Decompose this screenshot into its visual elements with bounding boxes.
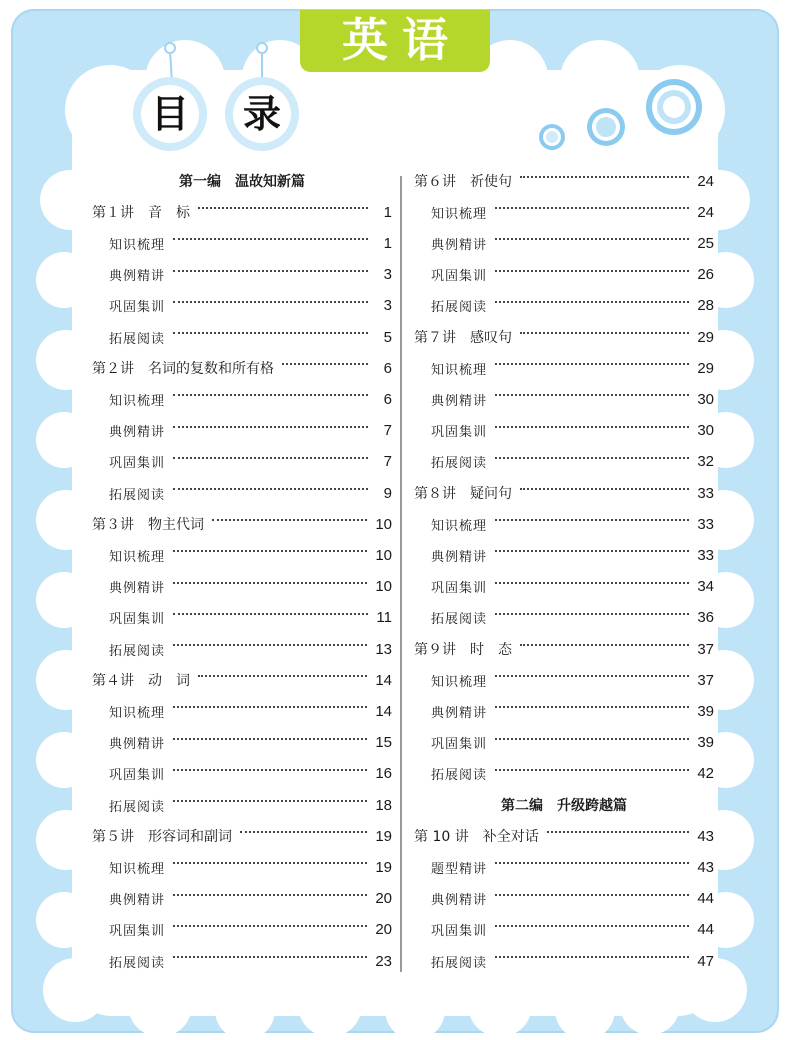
dot-leader bbox=[173, 769, 367, 771]
page-number: 30 bbox=[697, 390, 714, 408]
toc-entry-label: 第一编 温故知新篇 bbox=[179, 174, 305, 190]
dot-leader bbox=[495, 894, 689, 896]
page-number: 32 bbox=[697, 453, 714, 471]
toc-subentry[interactable] bbox=[92, 794, 392, 816]
dot-leader bbox=[173, 894, 367, 896]
toc-entry-label: 巩固集训 bbox=[431, 269, 488, 285]
toc-entry-label: 知识梳理 bbox=[431, 362, 488, 378]
toc-subentry[interactable] bbox=[414, 888, 714, 910]
toc-entry-label: 知识梳理 bbox=[431, 518, 488, 534]
toc-subentry[interactable] bbox=[414, 856, 714, 878]
dot-leader bbox=[173, 394, 368, 396]
toc-entry-label: 第２讲 名词的复数和所有格 bbox=[92, 361, 274, 378]
toc-entry-label: 第３讲 物主代词 bbox=[92, 517, 204, 534]
page-number: 9 bbox=[383, 484, 392, 502]
page-number: 3 bbox=[383, 297, 392, 315]
dot-leader bbox=[173, 301, 368, 303]
toc-subentry[interactable] bbox=[414, 451, 714, 473]
toc-entry-label: 典例精讲 bbox=[431, 705, 488, 721]
page-number: 19 bbox=[375, 827, 392, 845]
dot-leader bbox=[495, 925, 689, 927]
toc-entry-label: 拓展阅读 bbox=[431, 300, 488, 316]
toc-subentry[interactable] bbox=[92, 856, 392, 878]
toc-entry-label: 拓展阅读 bbox=[431, 768, 488, 784]
toc-entry-label: 典例精讲 bbox=[431, 237, 488, 253]
page-number: 33 bbox=[697, 484, 714, 502]
toc-lesson-entry[interactable] bbox=[92, 201, 392, 223]
dot-leader bbox=[173, 582, 367, 584]
page-number: 10 bbox=[375, 546, 392, 564]
toc-entry-label: 巩固集训 bbox=[431, 425, 488, 441]
page-number: 25 bbox=[697, 234, 714, 252]
page-number: 10 bbox=[375, 578, 392, 596]
page-number: 43 bbox=[697, 858, 714, 876]
page-number: 11 bbox=[376, 609, 392, 627]
dot-leader bbox=[495, 301, 689, 303]
toc-subentry[interactable] bbox=[92, 638, 392, 660]
page-number: 14 bbox=[375, 702, 392, 720]
dot-leader bbox=[495, 519, 689, 521]
dot-leader bbox=[198, 675, 367, 677]
dot-leader bbox=[173, 550, 367, 552]
page-number: 42 bbox=[697, 765, 714, 783]
toc-subentry[interactable] bbox=[414, 232, 714, 254]
toc-part-heading bbox=[414, 794, 714, 816]
toc-entry-label: 知识梳理 bbox=[109, 237, 166, 253]
toc-entry-label: 第４讲 动 词 bbox=[92, 673, 190, 690]
toc-subentry[interactable] bbox=[414, 264, 714, 286]
page-number: 39 bbox=[697, 734, 714, 752]
page-number: 37 bbox=[697, 640, 714, 658]
toc-entry-label: 拓展阅读 bbox=[109, 331, 166, 347]
page-number: 18 bbox=[375, 796, 392, 814]
dot-leader bbox=[173, 488, 368, 490]
toc-entry-label: 典例精讲 bbox=[109, 581, 166, 597]
dot-leader bbox=[495, 238, 689, 240]
dot-leader bbox=[520, 176, 689, 178]
page-number: 43 bbox=[697, 827, 714, 845]
toc-subentry[interactable] bbox=[92, 326, 392, 348]
toc-title-char-1: 目 bbox=[150, 92, 189, 136]
toc-subentry[interactable] bbox=[414, 607, 714, 629]
subject-tab-label: 英语 bbox=[342, 13, 462, 67]
toc-entry-label: 第６讲 祈使句 bbox=[414, 174, 512, 190]
page-number: 7 bbox=[383, 422, 392, 440]
page-number: 39 bbox=[697, 702, 714, 720]
page-number: 29 bbox=[697, 359, 714, 377]
toc-subentry[interactable] bbox=[92, 700, 392, 722]
dot-leader bbox=[495, 738, 689, 740]
page-number: 24 bbox=[697, 203, 714, 221]
dot-leader bbox=[495, 862, 689, 864]
toc-subentry[interactable] bbox=[414, 950, 714, 972]
toc-entry-label: 知识梳理 bbox=[431, 206, 488, 222]
page-number: 33 bbox=[697, 515, 714, 533]
toc-entry-label: 巩固集训 bbox=[109, 456, 166, 472]
dot-leader bbox=[547, 831, 690, 833]
toc-subentry[interactable] bbox=[414, 669, 714, 691]
page-number: 23 bbox=[375, 952, 392, 970]
toc-subentry[interactable] bbox=[92, 888, 392, 910]
toc-subentry[interactable] bbox=[92, 295, 392, 317]
toc-entry-label: 第二编 升级跨越篇 bbox=[501, 798, 627, 814]
toc-entry-label: 巩固集训 bbox=[431, 924, 488, 940]
toc-subentry[interactable] bbox=[92, 420, 392, 442]
dot-leader bbox=[173, 925, 367, 927]
toc-subentry[interactable] bbox=[414, 544, 714, 566]
page-number: 37 bbox=[697, 671, 714, 689]
dot-leader bbox=[173, 426, 368, 428]
column-divider bbox=[400, 176, 402, 972]
dot-leader bbox=[495, 550, 689, 552]
dot-leader bbox=[173, 613, 368, 615]
page-number: 26 bbox=[697, 266, 714, 284]
toc-subentry[interactable] bbox=[414, 357, 714, 379]
page-number: 20 bbox=[375, 921, 392, 939]
toc-entry-label: 第７讲 感叹句 bbox=[414, 330, 512, 346]
page-number: 1 bbox=[383, 234, 392, 252]
toc-subentry[interactable] bbox=[92, 732, 392, 754]
toc-subentry[interactable] bbox=[414, 919, 714, 941]
toc-subentry[interactable] bbox=[414, 388, 714, 410]
toc-part-heading bbox=[92, 170, 392, 192]
toc-entry-label: 拓展阅读 bbox=[109, 487, 166, 503]
toc-subentry[interactable] bbox=[414, 576, 714, 598]
toc-lesson-entry[interactable] bbox=[414, 825, 714, 847]
toc-entry-label: 巩固集训 bbox=[109, 768, 166, 784]
page-number: 29 bbox=[697, 328, 714, 346]
dot-leader bbox=[495, 394, 689, 396]
page-number: 1 bbox=[383, 203, 392, 221]
dot-leader bbox=[173, 738, 367, 740]
page-number: 7 bbox=[383, 453, 392, 471]
dot-leader bbox=[282, 363, 368, 365]
dot-leader bbox=[212, 519, 367, 521]
toc-lesson-entry[interactable] bbox=[414, 638, 714, 660]
toc-entry-label: 巩固集训 bbox=[431, 581, 488, 597]
page-number: 6 bbox=[383, 359, 392, 377]
toc-entry-label: 拓展阅读 bbox=[109, 955, 166, 971]
dot-leader bbox=[173, 706, 367, 708]
dot-leader bbox=[173, 457, 368, 459]
page-number: 5 bbox=[383, 328, 392, 346]
toc-subentry[interactable] bbox=[92, 232, 392, 254]
toc-entry-label: 第５讲 形容词和副词 bbox=[92, 829, 232, 846]
toc-entry-label: 知识梳理 bbox=[109, 705, 166, 721]
toc-subentry[interactable] bbox=[92, 264, 392, 286]
page-number: 44 bbox=[697, 921, 714, 939]
toc-entry-label: 典例精讲 bbox=[431, 893, 488, 909]
dot-leader bbox=[173, 238, 368, 240]
page-number: 30 bbox=[697, 422, 714, 440]
page-number: 14 bbox=[375, 671, 392, 689]
dot-leader bbox=[495, 613, 689, 615]
page-number: 20 bbox=[375, 890, 392, 908]
toc-subentry[interactable] bbox=[414, 201, 714, 223]
toc-subentry[interactable] bbox=[414, 420, 714, 442]
toc-subentry[interactable] bbox=[92, 544, 392, 566]
toc-title-char-2: 录 bbox=[242, 92, 281, 136]
toc-entry-label: 典例精讲 bbox=[109, 893, 166, 909]
toc-entry-label: 第９讲 时 态 bbox=[414, 642, 512, 658]
dot-leader bbox=[495, 270, 689, 272]
toc-lesson-entry[interactable] bbox=[414, 170, 714, 192]
toc-lesson-entry[interactable] bbox=[414, 482, 714, 504]
dot-leader bbox=[495, 706, 689, 708]
toc-lesson-entry[interactable] bbox=[92, 669, 392, 691]
dot-leader bbox=[495, 675, 689, 677]
dot-leader bbox=[173, 800, 367, 802]
toc-subentry[interactable] bbox=[92, 763, 392, 785]
toc-entry-label: 典例精讲 bbox=[109, 737, 166, 753]
dot-leader bbox=[495, 207, 689, 209]
dot-leader bbox=[495, 582, 689, 584]
toc-entry-label: 巩固集训 bbox=[109, 924, 166, 940]
page-number: 3 bbox=[383, 266, 392, 284]
page-number: 10 bbox=[375, 515, 392, 533]
toc-subentry[interactable] bbox=[92, 607, 392, 629]
toc-entry-label: 典例精讲 bbox=[109, 425, 166, 441]
toc-subentry[interactable] bbox=[92, 576, 392, 598]
dot-leader bbox=[198, 207, 368, 209]
dot-leader bbox=[173, 862, 367, 864]
dot-leader bbox=[173, 956, 367, 958]
page-number: 34 bbox=[697, 578, 714, 596]
toc-subentry[interactable] bbox=[414, 700, 714, 722]
toc-subentry[interactable] bbox=[92, 919, 392, 941]
toc-entry-label: 第１讲 音 标 bbox=[92, 205, 190, 222]
toc-entry-label: 拓展阅读 bbox=[109, 643, 166, 659]
dot-leader bbox=[520, 644, 689, 646]
toc-entry-label: 巩固集训 bbox=[431, 737, 488, 753]
toc-entry-label: 第８讲 疑问句 bbox=[414, 486, 512, 502]
page-number: 24 bbox=[697, 172, 714, 190]
toc-entry-label: 典例精讲 bbox=[109, 269, 166, 285]
dot-leader bbox=[495, 363, 689, 365]
dot-leader bbox=[520, 488, 689, 490]
toc-entry-label: 拓展阅读 bbox=[109, 799, 166, 815]
toc-entry-label: 典例精讲 bbox=[431, 549, 488, 565]
toc-entry-label: 知识梳理 bbox=[109, 393, 166, 409]
dot-leader bbox=[495, 457, 689, 459]
toc-subentry[interactable] bbox=[414, 295, 714, 317]
page-number: 19 bbox=[375, 858, 392, 876]
toc-entry-label: 第 10 讲 补全对话 bbox=[414, 829, 539, 846]
page-number: 47 bbox=[697, 952, 714, 970]
toc-entry-label: 知识梳理 bbox=[109, 861, 166, 877]
toc-entry-label: 拓展阅读 bbox=[431, 955, 488, 971]
toc-entry-label: 题型精讲 bbox=[431, 861, 488, 877]
dot-leader bbox=[495, 769, 689, 771]
page-number: 6 bbox=[383, 390, 392, 408]
page-number: 28 bbox=[697, 297, 714, 315]
toc-subentry[interactable] bbox=[92, 482, 392, 504]
toc-entry-label: 拓展阅读 bbox=[431, 612, 488, 628]
toc-entry-label: 巩固集训 bbox=[109, 612, 166, 628]
toc-entry-label: 拓展阅读 bbox=[431, 456, 488, 472]
dot-leader bbox=[495, 956, 689, 958]
dot-leader bbox=[173, 644, 367, 646]
toc-lesson-entry[interactable] bbox=[92, 513, 392, 535]
toc-lesson-entry[interactable] bbox=[92, 357, 392, 379]
toc-subentry[interactable] bbox=[414, 513, 714, 535]
toc-lesson-entry[interactable] bbox=[414, 326, 714, 348]
page-number: 16 bbox=[375, 765, 392, 783]
toc-subentry[interactable] bbox=[414, 763, 714, 785]
dot-leader bbox=[173, 332, 368, 334]
toc-subentry[interactable] bbox=[92, 451, 392, 473]
page-number: 44 bbox=[697, 890, 714, 908]
toc-subentry[interactable] bbox=[92, 950, 392, 972]
page-number: 33 bbox=[697, 546, 714, 564]
toc-entry-label: 巩固集训 bbox=[109, 300, 166, 316]
toc-subentry[interactable] bbox=[92, 388, 392, 410]
page-number: 13 bbox=[375, 640, 392, 658]
dot-leader bbox=[520, 332, 689, 334]
toc-lesson-entry[interactable] bbox=[92, 825, 392, 847]
page-number: 15 bbox=[375, 734, 392, 752]
dot-leader bbox=[173, 270, 368, 272]
dot-leader bbox=[240, 831, 367, 833]
dot-leader bbox=[495, 426, 689, 428]
toc-subentry[interactable] bbox=[414, 732, 714, 754]
toc-entry-label: 知识梳理 bbox=[109, 549, 166, 565]
toc-entry-label: 典例精讲 bbox=[431, 393, 488, 409]
toc-entry-label: 知识梳理 bbox=[431, 674, 488, 690]
page-number: 36 bbox=[697, 609, 714, 627]
